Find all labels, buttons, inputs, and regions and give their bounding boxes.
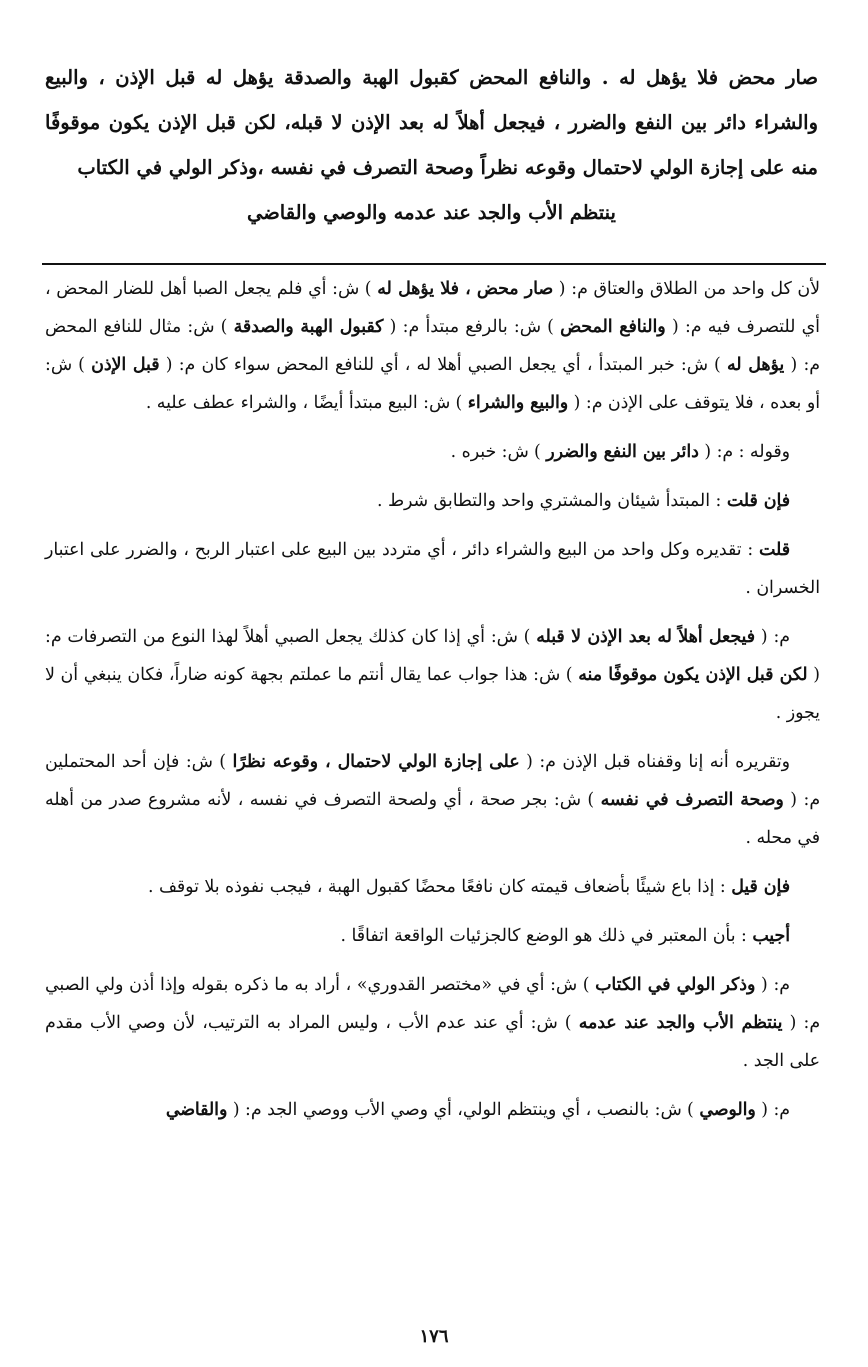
main-text-line-1: صار محض فلا يؤهل له . والنافع المحض كقبول الهبة والصدقة يؤهل له قبل الإذن ، والبيع (45, 66, 818, 89)
commentary (45, 270, 820, 1140)
commentary-paragraph-7: فإن قيل : إذا باع شيئًا بأضعاف قيمته كان نافعًا محضًا كقبول الهبة ، فيجب نفوذه بلا توقف . (148, 877, 790, 897)
commentary-paragraph-3: فإن قلت : المبتدأ شيئان والمشتري واحد والتطابق شرط . (377, 491, 790, 511)
main-text (45, 55, 818, 235)
page-number: ١٧٦ (419, 1326, 449, 1347)
commentary-paragraph-2: وقوله : م: ( دائر بين النفع والضرر ) ش: خبره . (450, 442, 790, 462)
commentary-paragraph-6: وتقريره أنه إنا وقفناه قبل الإذن م: ( على إجازة الولي لاحتمال ، وقوعه نظرًا ) ش: فإن أحد المحتملين م: ( وصحة التصرف في نفسه ) ش: بجر صحة ، أي ولصحة التصرف في نفسه ، لأنه مشروع صدر من أهله في محله . (45, 752, 821, 848)
commentary-paragraph-5: م: ( فيجعل أهلاً له بعد الإذن لا قبله ) ش: أي إذا كان كذلك يجعل الصبي أهلاً لهذا النوع من التصرفات م: ( لكن قبل الإذن يكون موقوفًا منه ) ش: هذا جواب عما يقال أنتم ما عملتم بجهة كونه ضاراً، فكان ينبغي أن لا يجوز . (45, 627, 820, 723)
commentary-paragraph-4: قلت : تقديره وكل واحد من البيع والشراء دائر ، أي متردد بين البيع على اعتبار الربح ، والضرر على اعتبار الخسران . (45, 540, 820, 598)
separator-line (42, 263, 826, 265)
commentary-paragraph-1: لأن كل واحد من الطلاق والعتاق م: ( صار محض ، فلا يؤهل له ) ش: أي فلم يجعل الصبا أهل للضار المحض ، أي للتصرف فيه م: ( والنافع المحض ) ش: بالرفع مبتدأ م: ( كقبول الهبة والصدقة ) ش: مثال للنافع المحض م: ( يؤهل له ) ش: خبر المبتدأ ، أي يجعل الصبي أهلا له ، أي للنافع المحض سواء كان م: ( قبل الإذن ) ش: أو بعده ، فلا يتوقف على الإذن م: ( والبيع والشراء ) ش: البيع مبتدأ أيضًا ، والشراء عطف عليه . (45, 279, 820, 413)
main-text-line-3: منه على إجازة الولي لاحتمال وقوعه نظراً وصحة التصرف في نفسه ،وذكر الولي في الكتاب (77, 156, 818, 179)
main-text-line-4: ينتظم الأب والجد عند عدمه والوصي والقاضي (247, 201, 616, 224)
commentary-paragraph-10: م: ( والوصي ) ش: بالنصب ، أي وينتظم الولي، أي وصي الأب ووصي الجد م: ( والقاضي (165, 1100, 790, 1120)
commentary-paragraph-9: م: ( وذكر الولي في الكتاب ) ش: أي في «مختصر القدوري» ، أراد به ما ذكره بقوله وإذا أذن ولي الصبي م: ( ينتظم الأب والجد عند عدمه ) ش: أي عند عدم الأب ، وليس المراد به الترتيب، لأن وصي الأب مقدم على الجد . (45, 975, 821, 1071)
main-text-line-2: والشراء دائر بين النفع والضرر ، فيجعل أهلاً له بعد الإذن لا قبله، لكن قبل الإذن يكون موقوفًا (45, 111, 818, 134)
commentary-paragraph-8: أجيب : بأن المعتبر في ذلك هو الوضع كالجزئيات الواقعة اتفاقًا . (340, 926, 790, 946)
